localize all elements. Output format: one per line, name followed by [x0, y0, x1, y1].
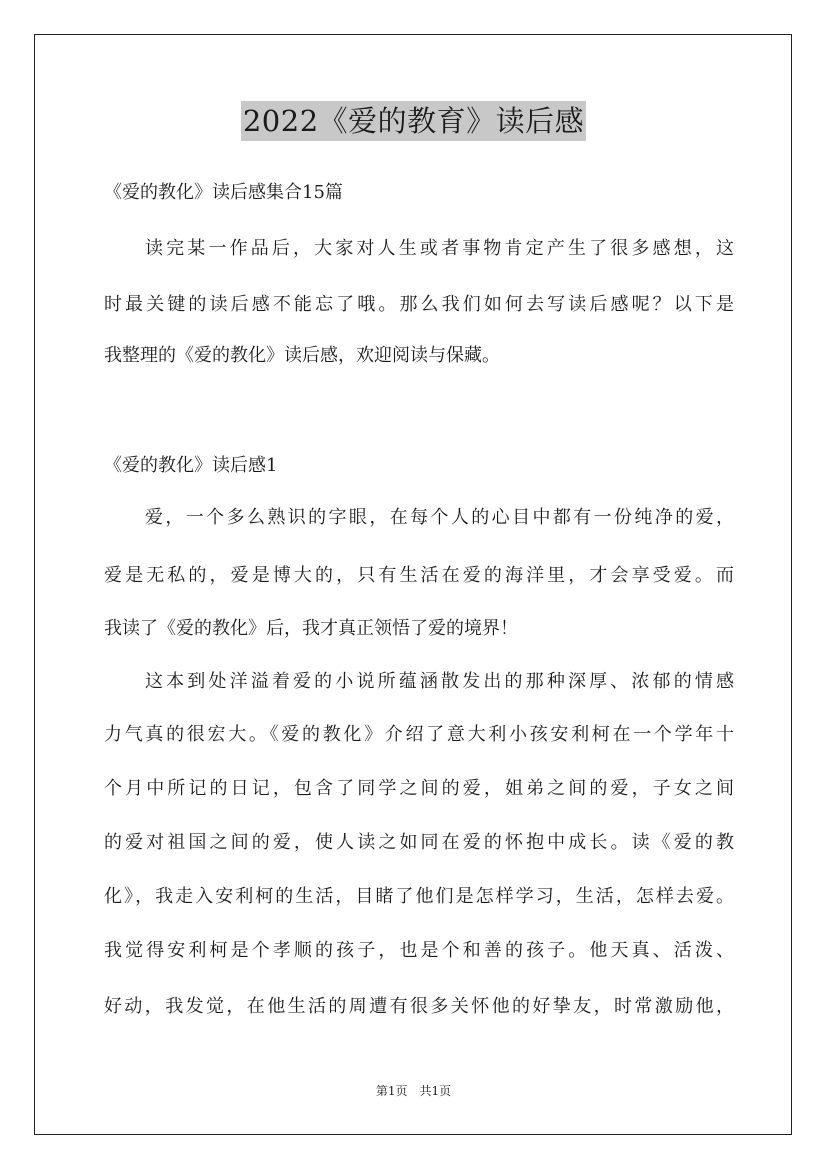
body-line: 力气真的很宏大。《爱的教化》介绍了意大利小孩安利柯在一个学年十	[104, 724, 734, 745]
document-subtitle: 《爱的教化》读后感集合15篇	[104, 182, 343, 203]
body-line: 爱是无私的，爱是博大的，只有生活在爱的海洋里，才会享受爱。而	[104, 565, 734, 586]
intro-line: 读完某一作品后，大家对人生或者事物肯定产生了很多感想，这	[145, 238, 734, 259]
body-line: 我读了《爱的教化》后，我才真正领悟了爱的境界！	[104, 618, 518, 639]
body-line: 个月中所记的日记，包含了同学之间的爱，姐弟之间的爱，子女之间	[104, 778, 734, 799]
body-line: 这本到处洋溢着爱的小说所蕴涵散发出的那种深厚、浓郁的情感	[145, 671, 734, 692]
intro-line: 时最关键的读后感不能忘了哦。那么我们如何去写读后感呢？以下是	[104, 294, 734, 315]
title-container	[0, 101, 827, 141]
intro-line: 我整理的《爱的教化》读后感，欢迎阅读与保藏。	[104, 345, 500, 366]
body-line: 爱，一个多么熟识的字眼，在每个人的心目中都有一份纯净的爱，	[145, 507, 734, 528]
body-line: 好动，我发觉，在他生活的周遭有很多关怀他的好挚友，时常激励他，	[104, 996, 734, 1017]
body-line: 我觉得安利柯是个孝顺的孩子，也是个和善的孩子。他天真、活泼、	[104, 940, 734, 961]
page-footer: 第1页 共1页	[375, 1084, 452, 1098]
body-line: 化》，我走入安利柯的生活，目睹了他们是怎样学习，生活，怎样去爱。	[104, 886, 734, 907]
document-title: 2022《爱的教育》读后感	[241, 101, 586, 141]
section-heading: 《爱的教化》读后感1	[104, 455, 278, 476]
body-line: 的爱对祖国之间的爱，使人读之如同在爱的怀抱中成长。读《爱的教	[104, 832, 734, 853]
